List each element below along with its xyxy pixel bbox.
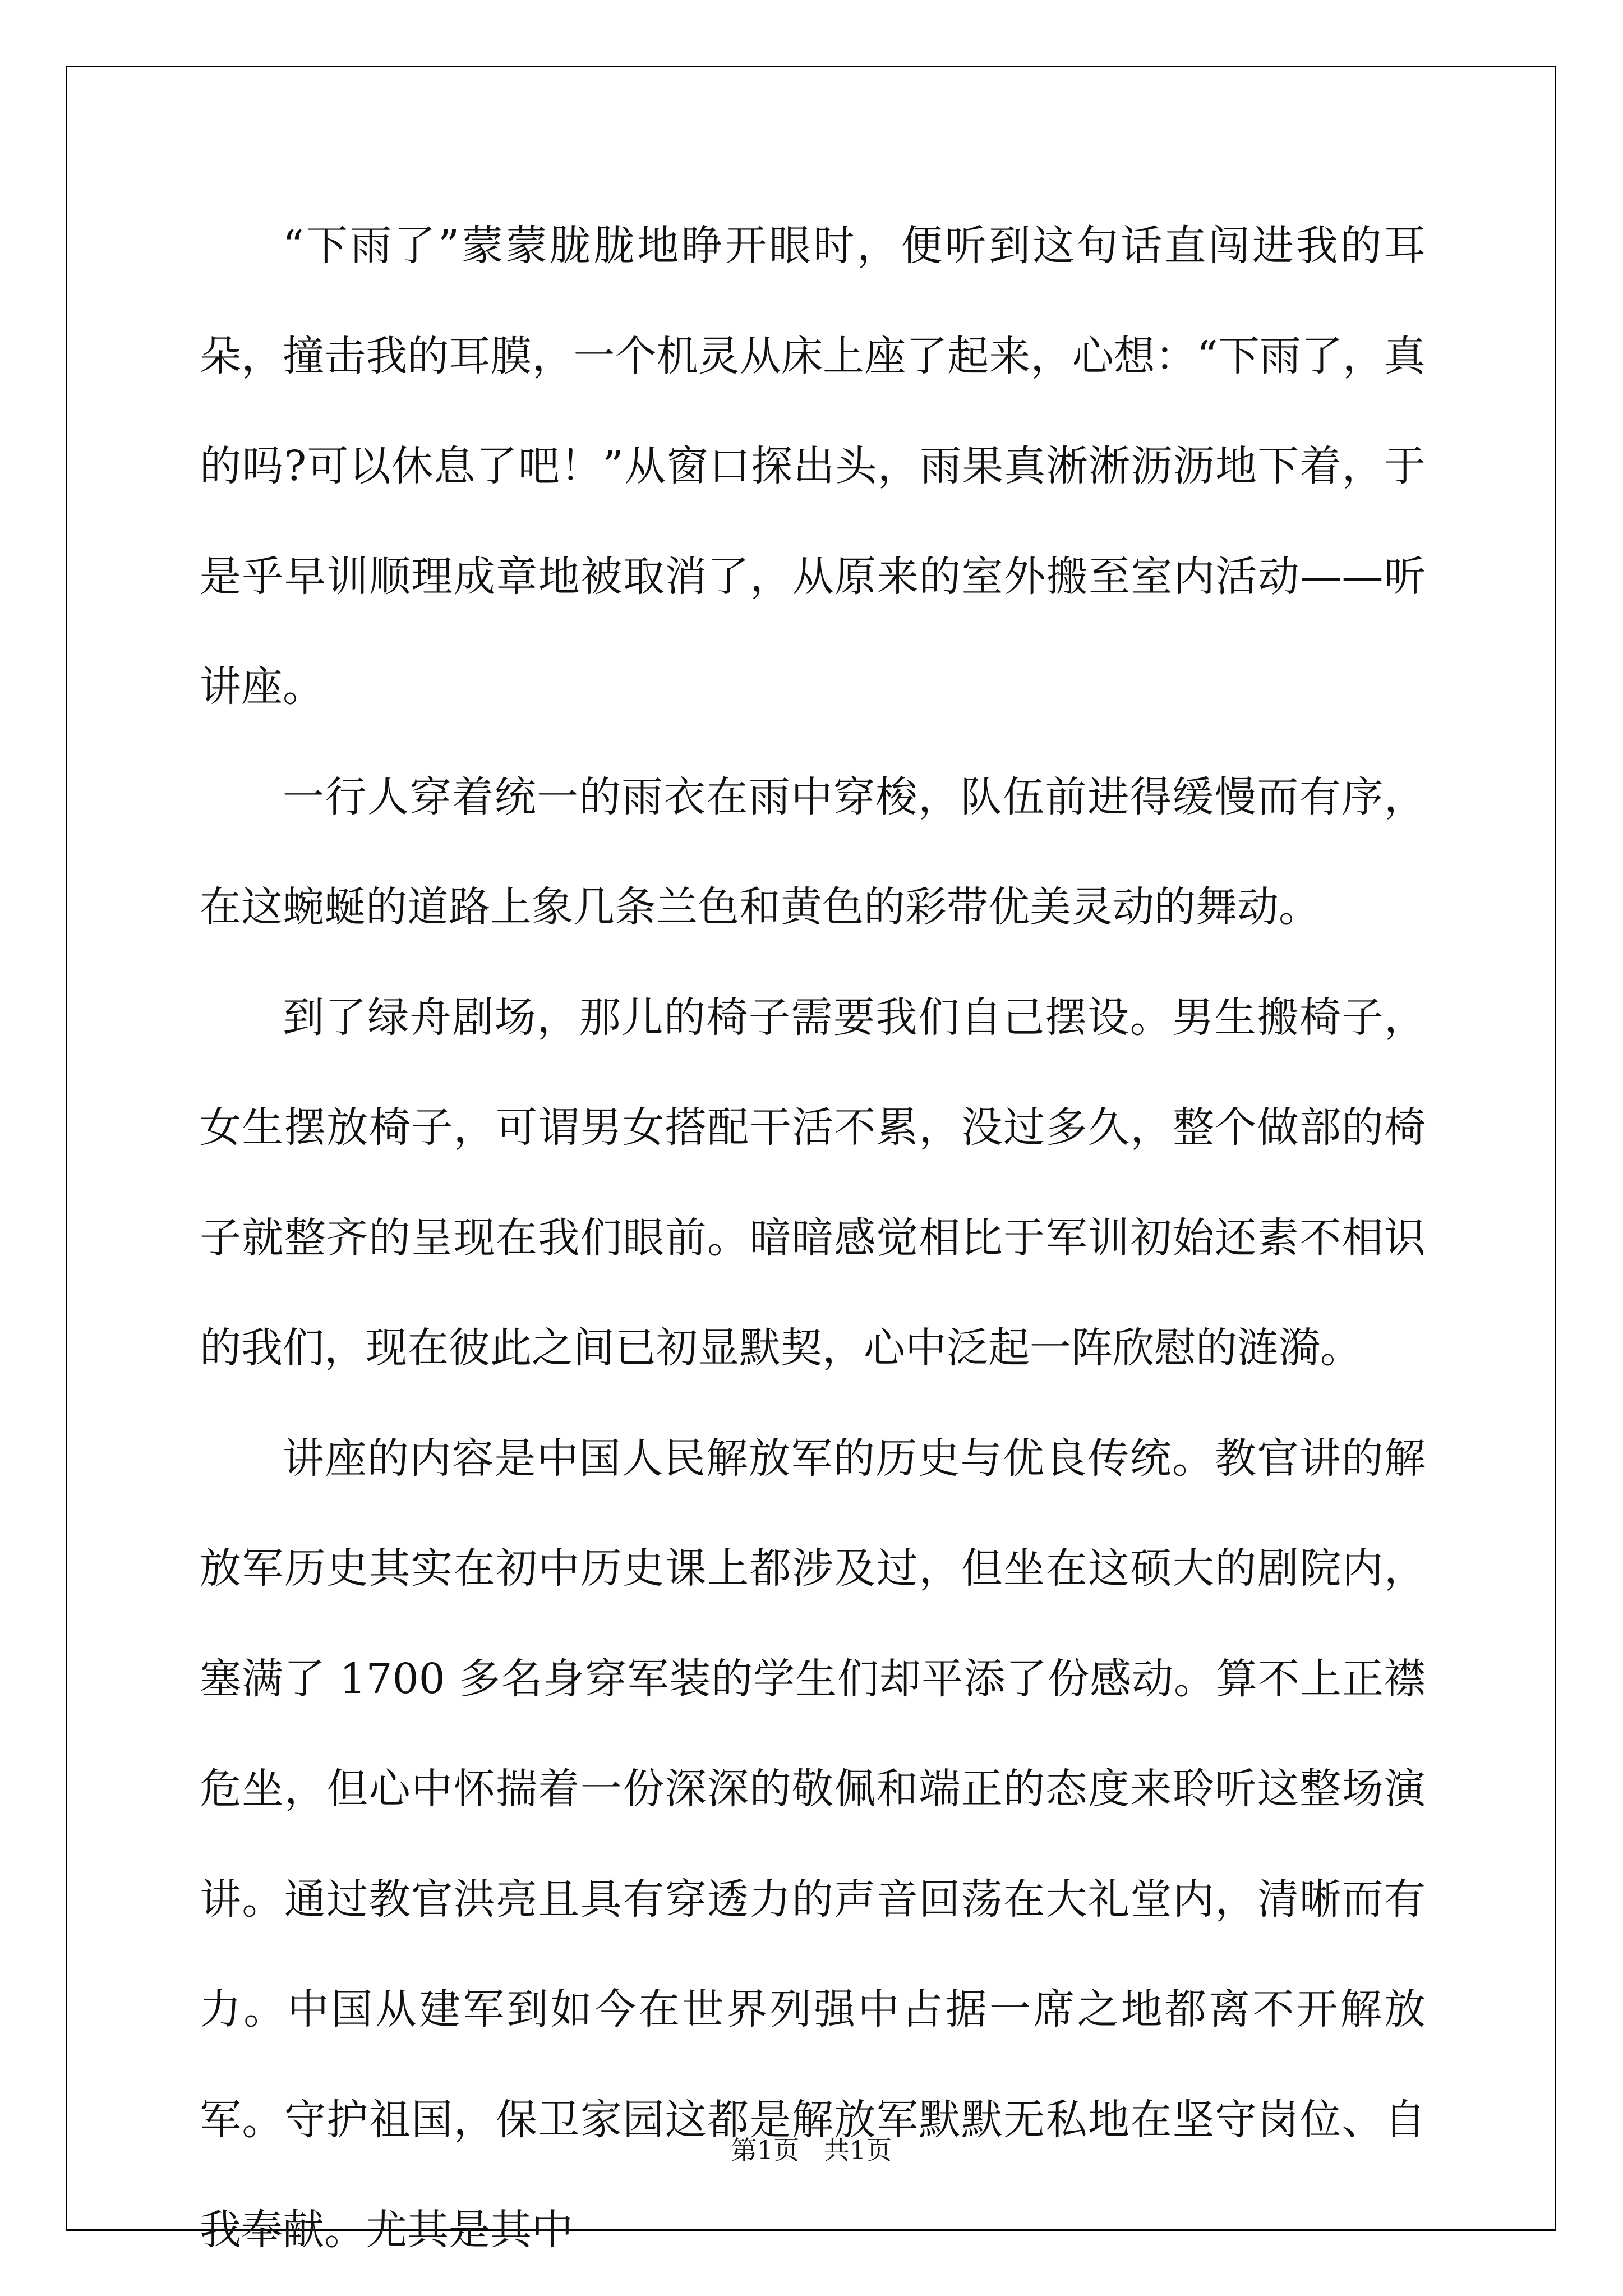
- paragraph-4: 讲座的内容是中国人民解放军的历史与优良传统。教官讲的解放军历史其实在初中历史课上都涉及过，但坐在这硕大的剧院内，塞满了 1700 多名身穿军装的学生们却平添了份感动。算不上正襟危坐，但心中怀揣着一份深深的敬佩和端正的态度来聆听这整场演讲。通过教官洪亮且具有穿透力的声音回荡在大礼堂内，清晰而有力。中国从建军到如今在世界列强中占据一席之地都离不开解放军。守护祖国，保卫家园这都是解放军默默无私地在坚守岗位、自我奉献。尤其是其中: [200, 1434, 1426, 2254]
- paragraph-1: “下雨了”蒙蒙胧胧地睁开眼时，便听到这句话直闯进我的耳朵，撞击我的耳膜，一个机灵从床上座了起来，心想：“下雨了，真的吗?可以休息了吧！”从窗口探出头，雨果真淅淅沥沥地下着，于是乎早训顺理成章地被取消了，从原来的室外搬至室内活动——听讲座。: [200, 222, 1426, 711]
- document-body: [200, 191, 1426, 2285]
- paragraph-3: 到了绿舟剧场，那儿的椅子需要我们自己摆设。男生搬椅子，女生摆放椅子，可谓男女搭配干活不累，没过多久，整个做部的椅子就整齐的呈现在我们眼前。暗暗感觉相比于军训初始还素不相识的我们，现在彼此之间已初显默契，心中泛起一阵欣慰的涟漪。: [200, 993, 1426, 1372]
- page-number-footer: 第1页 共1页: [731, 2135, 892, 2165]
- paragraph-2: 一行人穿着统一的雨衣在雨中穿梭，队伍前进得缓慢而有序，在这蜿蜒的道路上象几条兰色和黄色的彩带优美灵动的舞动。: [200, 772, 1426, 931]
